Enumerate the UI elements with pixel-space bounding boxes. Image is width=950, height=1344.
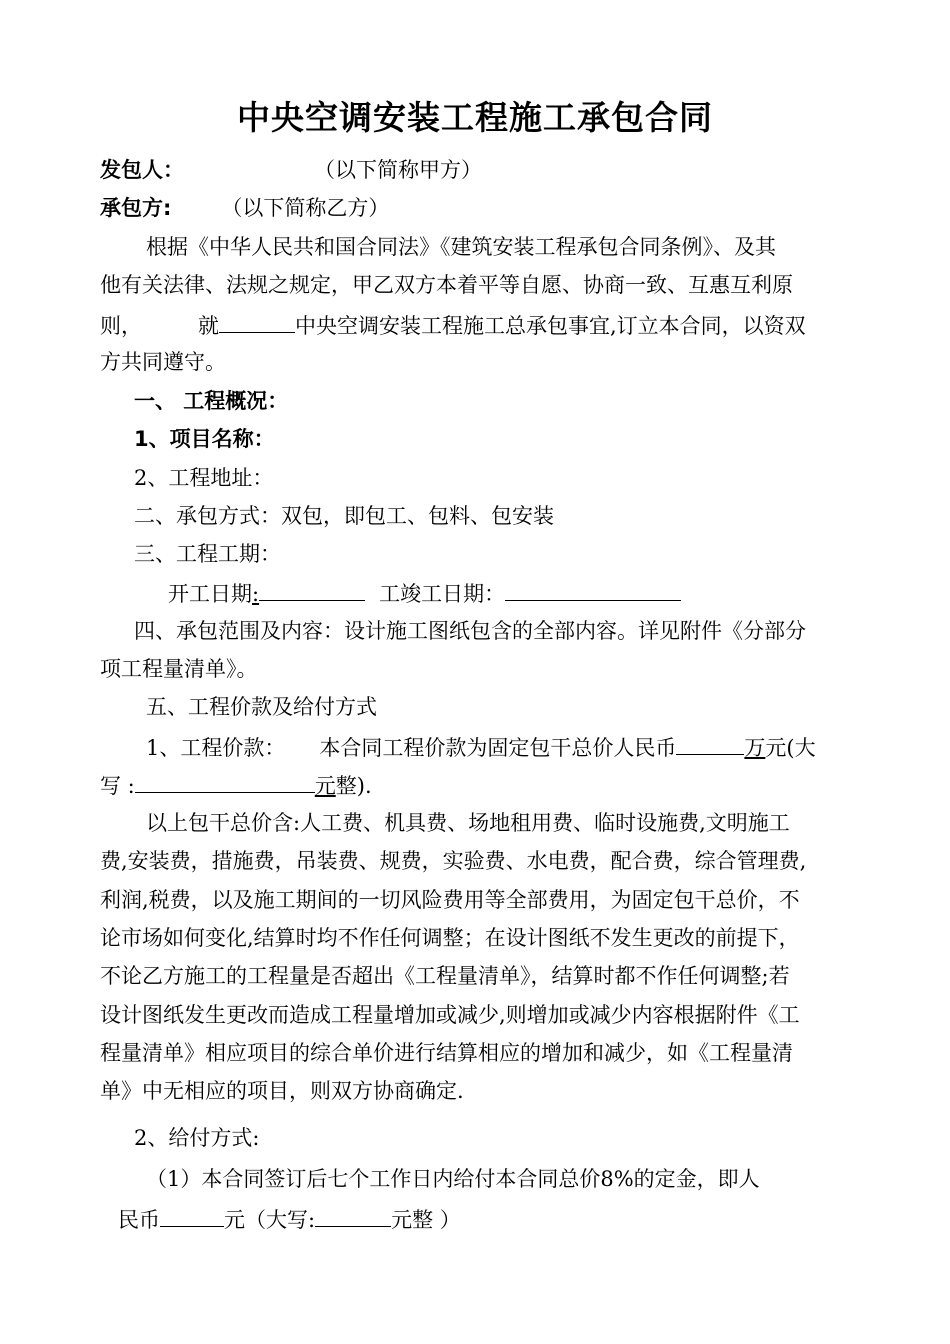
- end-date-label: 工竣工日期：: [379, 582, 506, 606]
- party-b-line: [100, 194, 389, 222]
- scope-line-3: 利润,税费，以及施工期间的一切风险费用等全部费用，为固定包干总价，不: [100, 888, 800, 912]
- item-project-name: 1、项目名称：: [134, 427, 275, 451]
- intro-line-4: 方共同遵守。: [100, 350, 226, 374]
- intro-line-3: 则， 就 中央空调安装工程施工总承包事宜,订立本合同，以资双: [100, 310, 806, 338]
- section-4-line-2: 项工程量清单》。: [100, 657, 258, 681]
- payment-1-line-1: （1）本合同签订后七个工作日内给付本合同总价8%的定金，即人: [146, 1167, 760, 1191]
- document-title: 中央空调安装工程施工承包合同: [237, 98, 713, 137]
- scope-line-1: 以上包干总价含:人工费、机具费、场地租用费、临时设施费,文明施工: [146, 811, 790, 835]
- party-b-label: 承包方:: [100, 196, 172, 220]
- party-a-line: [100, 156, 482, 184]
- intro-line-1: 根据《中华人民共和国合同法》《建筑安装工程承包合同条例》、及其: [146, 235, 776, 259]
- start-date-label: 开工日期: [168, 582, 252, 606]
- item-address: 2、工程地址：: [134, 466, 274, 490]
- price-line-2: 写 : 元整).: [100, 770, 372, 798]
- deposit-amount-blank: [160, 1204, 224, 1227]
- end-date-blank: [505, 578, 681, 601]
- payment-1-line-2: 民币 元（大写: 元整 ）: [118, 1204, 461, 1232]
- party-a-label: 发包人：: [100, 158, 184, 182]
- section-4-line-1: 四、承包范围及内容：设计施工图纸包含的全部内容。详见附件《分部分: [134, 619, 806, 643]
- dates-line: 开工日期: 工竣工日期：: [168, 578, 681, 606]
- scope-line-5: 不论乙方施工的工程量是否超出《工程量清单》，结算时都不作任何调整;若: [100, 964, 790, 988]
- price-amount-blank: [676, 732, 744, 755]
- project-blank: [219, 310, 295, 333]
- section-5: 五、工程价款及给付方式: [146, 695, 377, 719]
- scope-line-2: 费,安装费，措施费，吊装费、规费，实验费、水电费，配合费，综合管理费,: [100, 849, 807, 873]
- intro-line-2: 他有关法律、法规之规定，甲乙双方本着平等自愿、协商一致、互惠互利原: [100, 273, 793, 297]
- scope-line-8: 单》中无相应的项目，则双方协商确定.: [100, 1079, 464, 1103]
- scope-line-7: 程量清单》相应项目的综合单价进行结算相应的增加和减少，如《工程量清: [100, 1041, 793, 1065]
- section-1-heading: 一、 工程概况：: [134, 389, 289, 413]
- scope-line-4: 论市场如何变化,结算时均不作任何调整；在设计图纸不发生更改的前提下，: [100, 926, 800, 950]
- party-a-note: （以下简称甲方）: [314, 158, 482, 182]
- scope-line-6: 设计图纸发生更改而造成工程量增加或减少,则增加或减少内容根据附件《工: [100, 1003, 800, 1027]
- section-2: 二、承包方式：双包，即包工、包料、包安装: [134, 504, 554, 528]
- price-words-blank: [135, 770, 315, 793]
- section-3: 三、工程工期：: [134, 542, 281, 566]
- deposit-words-blank: [315, 1204, 391, 1227]
- start-date-blank: [259, 578, 365, 601]
- price-line-1: 1、工程价款： 本合同工程价款为固定包干总价人民币 万元(大: [146, 732, 816, 760]
- party-b-note: （以下简称乙方）: [221, 196, 390, 220]
- payment-heading: 2、给付方式:: [134, 1126, 260, 1150]
